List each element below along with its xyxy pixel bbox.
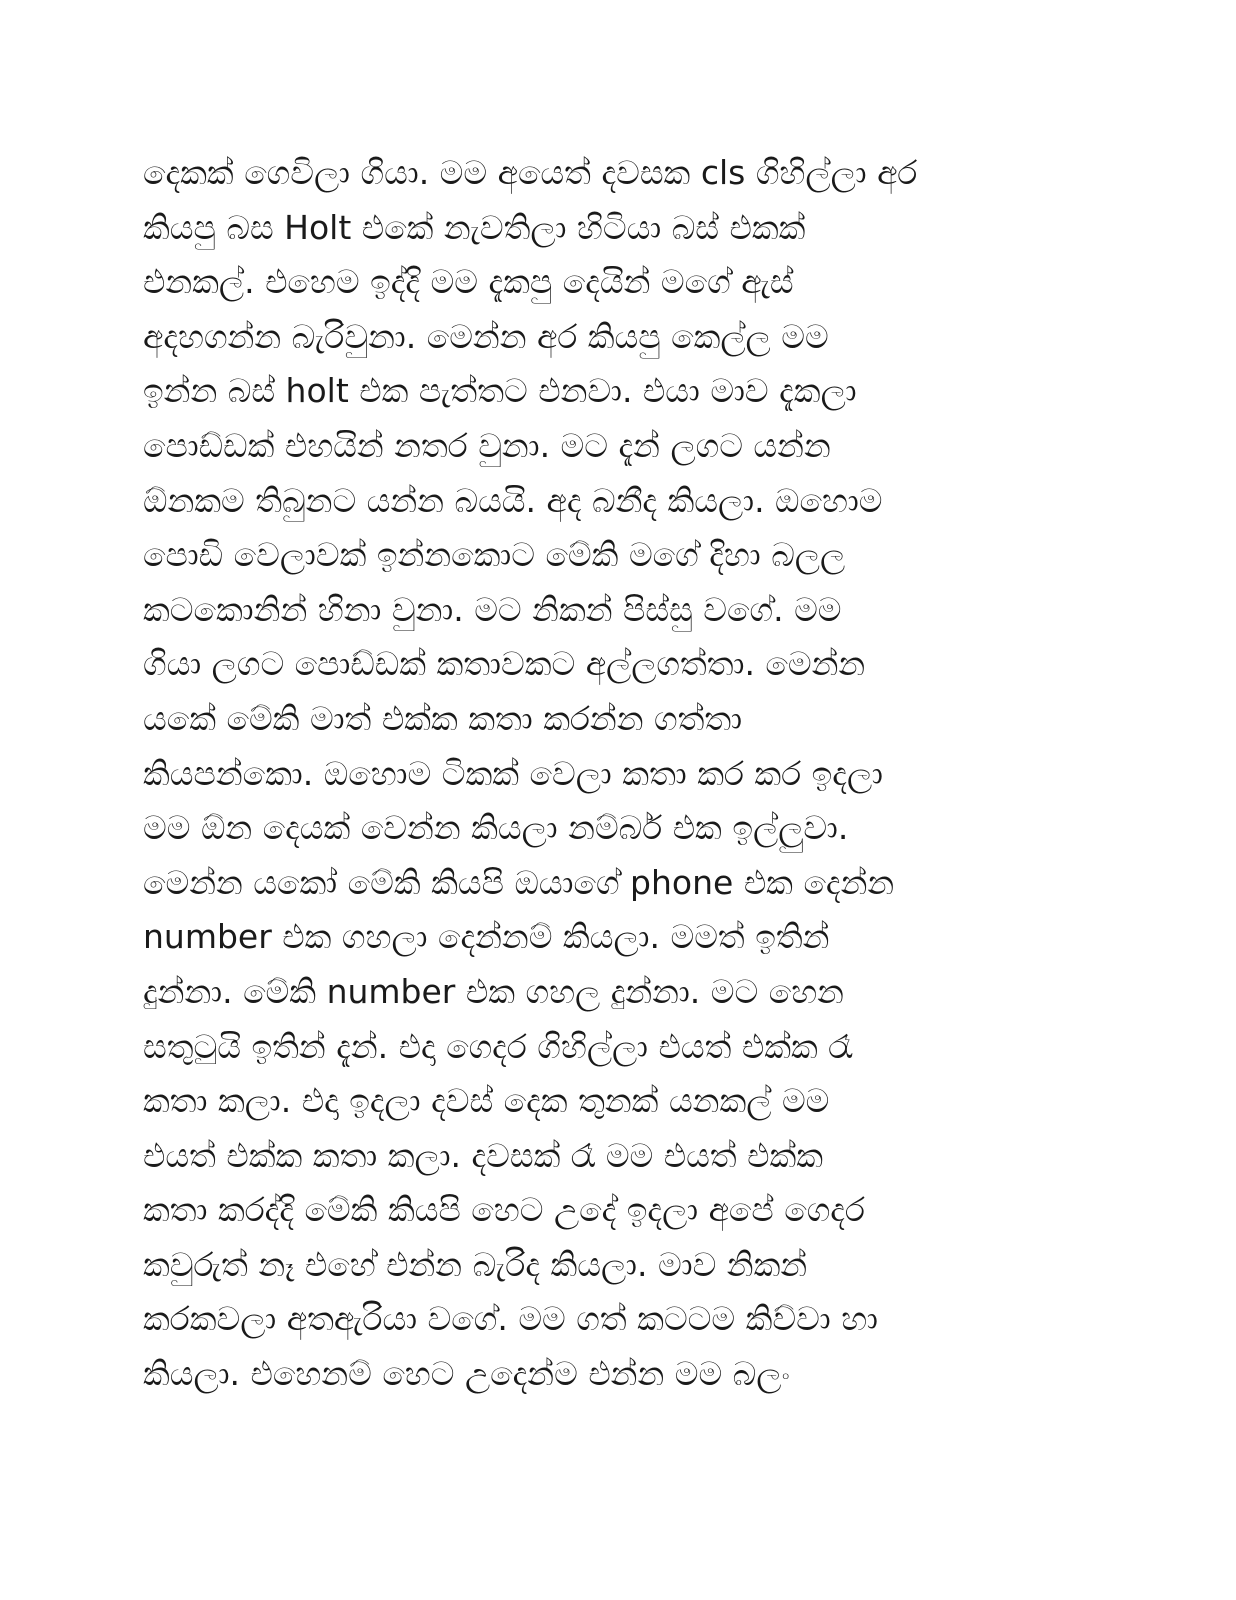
text-line: කතා කරද්දි මේකි කියපි හෙට උදේ ඉදලා අපේ ගෙදර <box>143 1190 865 1230</box>
text-line: කවුරුත් නෑ එහේ එන්න බැරිද කියලා. මාව නිකන් <box>143 1244 808 1284</box>
text-line: මෙන්න යකෝ මේකි කියපි ඔයාගේ phone එක දෙන්න <box>143 862 895 902</box>
text-line: දුන්නා. මේකි number එක ගහල දුන්නා. මට හෙන <box>143 971 844 1011</box>
text-line: ඉන්න බස් holt එක පැත්තට එනවා. එයා මාව දැකලා <box>143 371 857 411</box>
text-line: එනකල්. එහෙම ඉද්දි මම දැකපු දෙයින් මගේ ඇස් <box>143 262 794 302</box>
text-line: මම ඕන දෙයක් වෙන්න කියලා නම්බර් එක ඉල්ලුවා. <box>143 808 849 848</box>
text-line: දෙකක් ගෙවිලා ගියා. මම අයෙත් දවසක cls ගිහිල්ලා අර <box>143 153 918 192</box>
text-line: කරකවලා අතඇරියා වගේ. මම ගත් කටටම කිව්වා හා <box>143 1299 879 1339</box>
text-line: යකේ මේකි මාත් එක්ක කතා කරන්න ගත්තා <box>143 698 743 738</box>
text-line: ගියා ලගට පොඩ්ඩක් කතාවකට අල්ලගත්තා. මෙන්න <box>143 644 866 684</box>
body-text <box>143 146 1103 1402</box>
text-line: අදහගන්න බැරිවුනා. මෙන්න අර කියපු කෙල්ල මම <box>143 316 829 356</box>
text-line: number එක ගහලා දෙන්නම් කියලා. මමත් ඉතින් <box>143 917 830 957</box>
text-line: කතා කලා. එදා ඉදලා දවස් දෙක තුනක් යනකල් මම <box>143 1081 830 1121</box>
text-line: කියපු බස Holt එකේ නැවතිලා හිටියා බස් එකක් <box>143 207 806 247</box>
text-line: කියපන්කො. ඔහොම ටිකක් වෙලා කතා කර කර ඉදලා <box>143 753 883 793</box>
text-line: කියලා. එහෙනම් හෙට උදෙන්ම එන්න මම බලං <box>143 1354 790 1394</box>
text-line: සතුටුයි ඉතින් දැන්. එදා ගෙදර ගිහිල්ලා එයත් එක්ක රෑ <box>143 1026 853 1066</box>
text-line: කටකොනින් හිනා වුනා. මට නිකන් පිස්සු වගේ. මම <box>143 589 842 629</box>
text-line: එයත් එක්ක කතා කලා. දවසක් රෑ මම එයත් එක්ක <box>143 1135 824 1175</box>
text-line: ඕනකම තිබුනට යන්න බයයි. අද බනීද කියලා. ඔහොම <box>143 480 883 520</box>
text-line: පොඩි වෙලාවක් ඉන්නකොට මේකි මගේ දිහා බලල <box>143 535 846 575</box>
text-line: පොඩ්ඩක් එහයින් නතර වුනා. මට දැන් ලගට යන්න <box>143 425 831 465</box>
